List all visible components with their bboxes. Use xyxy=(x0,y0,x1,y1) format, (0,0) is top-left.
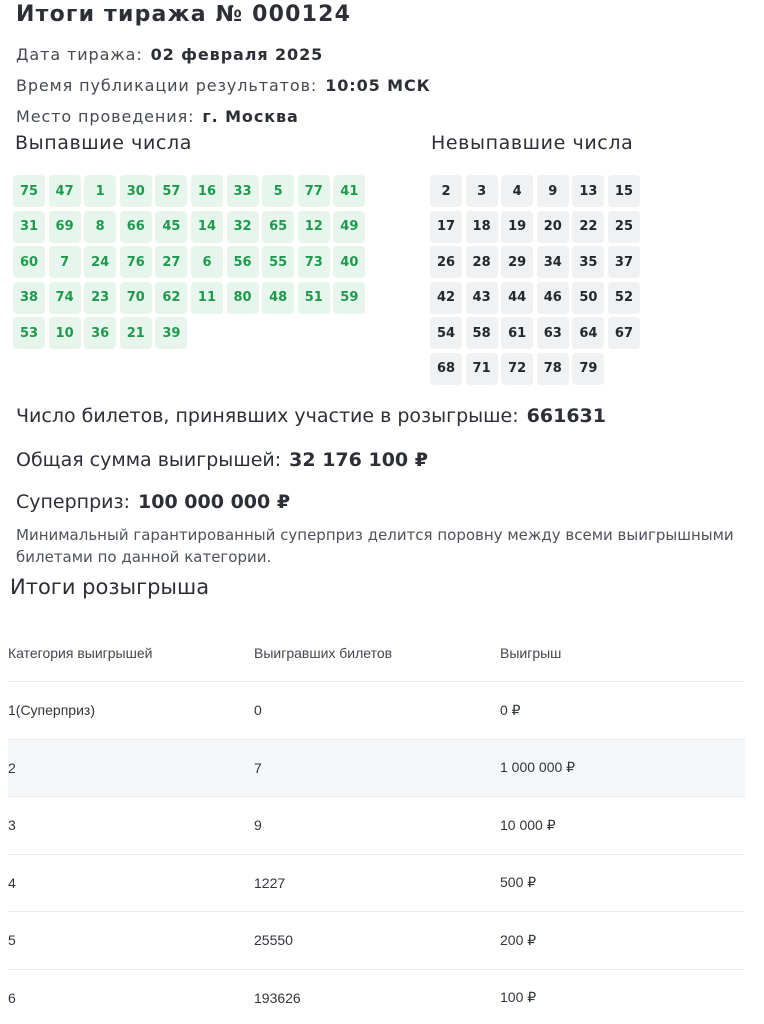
cell-prize: 100 ₽ xyxy=(500,989,537,1006)
drawn-numbers-heading: Выпавшие числа xyxy=(15,132,192,154)
cell-category: 3 xyxy=(8,817,16,834)
drawn-number-ball: 62 xyxy=(155,282,187,314)
results-table xyxy=(8,625,745,1024)
drawn-number-ball: 39 xyxy=(155,317,187,349)
drawn-number-ball: 5 xyxy=(262,175,294,207)
tickets-count-value: 661631 xyxy=(526,405,606,427)
draw-date-label: Дата тиража: xyxy=(16,45,143,64)
drawn-number-ball: 32 xyxy=(227,211,259,243)
undrawn-number-ball: 43 xyxy=(466,282,498,314)
drawn-number-ball: 40 xyxy=(333,246,365,278)
drawn-number-ball: 73 xyxy=(298,246,330,278)
undrawn-number-ball: 19 xyxy=(501,211,533,243)
table-row xyxy=(8,797,745,855)
undrawn-number-ball: 64 xyxy=(572,317,604,349)
drawn-number-ball: 56 xyxy=(227,246,259,278)
drawn-number-ball: 55 xyxy=(262,246,294,278)
results-heading: Итоги розыгрыша xyxy=(10,575,210,599)
drawn-number-ball: 11 xyxy=(191,282,223,314)
cell-prize: 0 ₽ xyxy=(500,701,521,718)
undrawn-number-ball: 22 xyxy=(572,211,604,243)
undrawn-number-ball: 78 xyxy=(537,353,569,385)
undrawn-number-ball: 15 xyxy=(608,175,640,207)
drawn-number-ball: 33 xyxy=(227,175,259,207)
undrawn-number-ball: 17 xyxy=(430,211,462,243)
cell-winners: 25550 xyxy=(254,932,293,949)
cell-prize: 500 ₽ xyxy=(500,874,537,891)
undrawn-number-ball: 4 xyxy=(501,175,533,207)
undrawn-number-ball: 79 xyxy=(572,353,604,385)
cell-prize: 10 000 ₽ xyxy=(500,816,556,833)
drawn-number-ball: 75 xyxy=(13,175,45,207)
column-header-prize: Выигрыш xyxy=(500,645,562,661)
tickets-count xyxy=(16,405,606,427)
undrawn-numbers-grid xyxy=(430,175,640,385)
drawn-number-ball: 31 xyxy=(13,211,45,243)
undrawn-numbers-heading: Невыпавшие числа xyxy=(431,132,634,154)
cell-category: 5 xyxy=(8,932,16,949)
drawn-number-ball: 77 xyxy=(298,175,330,207)
drawn-number-ball: 65 xyxy=(262,211,294,243)
drawn-number-ball: 53 xyxy=(13,317,45,349)
drawn-number-ball: 80 xyxy=(227,282,259,314)
total-winnings xyxy=(16,449,428,471)
drawn-number-ball: 12 xyxy=(298,211,330,243)
cell-winners: 7 xyxy=(254,759,262,776)
cell-category: 6 xyxy=(8,989,16,1006)
page-title: Итоги тиража № 000124 xyxy=(16,2,352,27)
table-row xyxy=(8,970,745,1024)
draw-place xyxy=(16,107,299,126)
draw-date-value: 02 февраля 2025 xyxy=(150,45,324,64)
undrawn-number-ball: 72 xyxy=(501,353,533,385)
drawn-number-ball: 7 xyxy=(49,246,81,278)
drawn-number-ball: 27 xyxy=(155,246,187,278)
drawn-number-ball: 36 xyxy=(84,317,116,349)
publish-time-label: Время публикации результатов: xyxy=(16,76,318,95)
draw-place-value: г. Москва xyxy=(202,107,299,126)
undrawn-number-ball: 25 xyxy=(608,211,640,243)
drawn-number-ball: 38 xyxy=(13,282,45,314)
draw-date xyxy=(16,45,323,64)
cell-winners: 1227 xyxy=(254,874,286,891)
undrawn-number-ball: 52 xyxy=(608,282,640,314)
table-row xyxy=(8,855,745,913)
column-header-category: Категория выигрышей xyxy=(8,645,153,661)
cell-winners: 193626 xyxy=(254,989,301,1006)
publish-time xyxy=(16,76,431,95)
undrawn-number-ball: 29 xyxy=(501,246,533,278)
drawn-number-ball: 30 xyxy=(120,175,152,207)
cell-winners: 0 xyxy=(254,702,262,719)
undrawn-number-ball: 18 xyxy=(466,211,498,243)
undrawn-number-ball: 26 xyxy=(430,246,462,278)
undrawn-number-ball: 13 xyxy=(572,175,604,207)
undrawn-number-ball: 63 xyxy=(537,317,569,349)
drawn-number-ball: 69 xyxy=(49,211,81,243)
superprize-label: Суперприз: xyxy=(16,491,131,513)
drawn-number-ball: 76 xyxy=(120,246,152,278)
table-row xyxy=(8,740,745,798)
cell-category: 1(Суперприз) xyxy=(8,702,95,719)
drawn-number-ball: 49 xyxy=(333,211,365,243)
superprize-note: Минимальный гарантированный суперприз делится поровну между всеми выигрышными билетами по данной категории. xyxy=(16,526,734,566)
drawn-number-ball: 21 xyxy=(120,317,152,349)
drawn-number-ball: 45 xyxy=(155,211,187,243)
undrawn-number-ball: 3 xyxy=(466,175,498,207)
column-header-winners: Выигравших билетов xyxy=(254,645,393,661)
total-winnings-value: 32 176 100 ₽ xyxy=(289,449,428,471)
table-header xyxy=(8,625,745,682)
undrawn-number-ball: 20 xyxy=(537,211,569,243)
cell-category: 2 xyxy=(8,759,16,776)
cell-category: 4 xyxy=(8,874,16,891)
drawn-number-ball: 57 xyxy=(155,175,187,207)
drawn-number-ball: 24 xyxy=(84,246,116,278)
drawn-number-ball: 74 xyxy=(49,282,81,314)
drawn-number-ball: 48 xyxy=(262,282,294,314)
undrawn-number-ball: 44 xyxy=(501,282,533,314)
superprize xyxy=(16,491,290,513)
undrawn-number-ball: 54 xyxy=(430,317,462,349)
cell-prize: 1 000 000 ₽ xyxy=(500,759,576,776)
drawn-number-ball: 23 xyxy=(84,282,116,314)
superprize-value: 100 000 000 ₽ xyxy=(138,491,291,513)
publish-time-value: 10:05 МСК xyxy=(325,76,431,95)
undrawn-number-ball: 46 xyxy=(537,282,569,314)
drawn-number-ball: 14 xyxy=(191,211,223,243)
undrawn-number-ball: 67 xyxy=(608,317,640,349)
undrawn-number-ball: 58 xyxy=(466,317,498,349)
drawn-number-ball: 59 xyxy=(333,282,365,314)
undrawn-number-ball: 37 xyxy=(608,246,640,278)
undrawn-number-ball: 9 xyxy=(537,175,569,207)
drawn-number-ball: 8 xyxy=(84,211,116,243)
undrawn-number-ball: 61 xyxy=(501,317,533,349)
drawn-numbers-grid xyxy=(13,175,365,349)
drawn-number-ball: 60 xyxy=(13,246,45,278)
drawn-number-ball: 6 xyxy=(191,246,223,278)
drawn-number-ball: 16 xyxy=(191,175,223,207)
cell-prize: 200 ₽ xyxy=(500,931,537,948)
table-row xyxy=(8,682,745,740)
undrawn-number-ball: 42 xyxy=(430,282,462,314)
table-body xyxy=(8,682,745,1024)
table-row xyxy=(8,912,745,970)
draw-place-label: Место проведения: xyxy=(16,107,195,126)
drawn-number-ball: 51 xyxy=(298,282,330,314)
drawn-number-ball: 10 xyxy=(49,317,81,349)
drawn-number-ball: 70 xyxy=(120,282,152,314)
undrawn-number-ball: 28 xyxy=(466,246,498,278)
undrawn-number-ball: 71 xyxy=(466,353,498,385)
undrawn-number-ball: 50 xyxy=(572,282,604,314)
drawn-number-ball: 1 xyxy=(84,175,116,207)
drawn-number-ball: 66 xyxy=(120,211,152,243)
drawn-number-ball: 41 xyxy=(333,175,365,207)
cell-winners: 9 xyxy=(254,817,262,834)
undrawn-number-ball: 2 xyxy=(430,175,462,207)
undrawn-number-ball: 68 xyxy=(430,353,462,385)
undrawn-number-ball: 35 xyxy=(572,246,604,278)
total-winnings-label: Общая сумма выигрышей: xyxy=(16,449,282,471)
undrawn-number-ball: 34 xyxy=(537,246,569,278)
tickets-count-label: Число билетов, принявших участие в розыгрыше: xyxy=(16,405,519,427)
drawn-number-ball: 47 xyxy=(49,175,81,207)
